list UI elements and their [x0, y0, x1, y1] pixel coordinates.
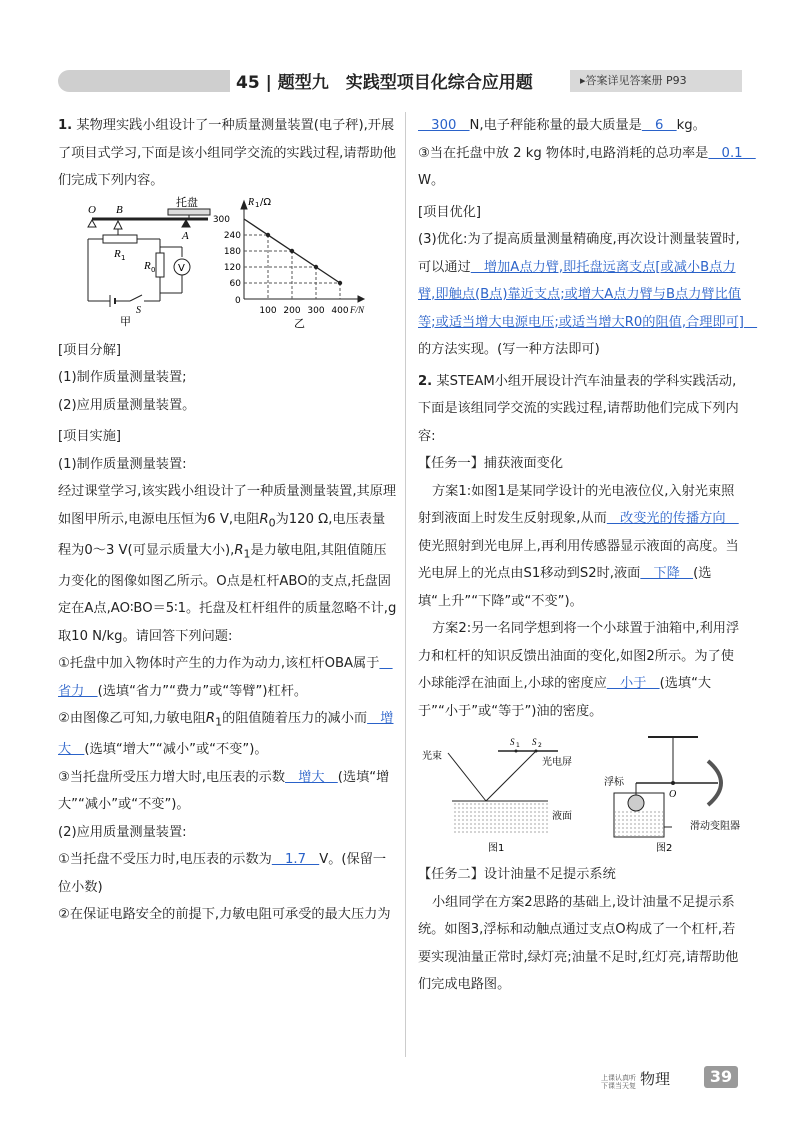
- section-decomposition: [项目分解]: [58, 342, 122, 358]
- graph-point-300: [314, 264, 318, 268]
- graph-xtick-300: 300: [307, 305, 325, 316]
- fig1-caption: 图1: [488, 843, 505, 854]
- answer-reflection: 改变光的传播方向: [606, 511, 739, 526]
- graph-ylabel: R: [248, 196, 255, 208]
- footer-slogan: 上课认真听 下课当天复: [601, 1074, 636, 1090]
- graph-point-200: [290, 248, 294, 252]
- graph-xtick-100: 100: [259, 305, 277, 316]
- fig-jia-label-a: A: [182, 229, 189, 242]
- fig-yi-caption: 乙: [294, 316, 305, 330]
- fig2-rheostat-label: 滑动变阻器: [690, 821, 740, 832]
- answer-density: 小于: [606, 676, 660, 691]
- q2-intro: [418, 368, 744, 451]
- fig1-s1-sub: 1: [516, 742, 520, 749]
- graph-ytick-240: 240: [223, 230, 241, 241]
- use-3: ③当在托盘中放 2 kg 物体时,电路消耗的总功率是 0.1 W。: [418, 145, 756, 188]
- answer-liquid-level: 下降: [640, 566, 694, 581]
- q1-intro-text: 某物理实践小组设计了一种质量测量装置(电子秤),开展了项目式学习,下面是该小组同学交流的实践过程,请帮助他们完成下列内容。: [58, 118, 397, 188]
- q2-figure-svg: [418, 731, 744, 857]
- fig1-screen-label: 光电屏: [542, 757, 572, 768]
- answer-resistance-trend: 增大: [58, 711, 394, 758]
- page-title: 45 | 题型九 实践型项目化综合应用题: [236, 73, 533, 93]
- fig-jia-label-s: S: [136, 304, 141, 316]
- graph-ytick-60: 60: [229, 278, 241, 289]
- answer-optimization: 增加A点力臂,即托盘远离支点[或减小B点力臂,即触点(B点)靠近支点;或增大A点力臂与B点力臂比值等;或适当增大电源电压;或适当增大R0的阻值,合理即可]: [418, 259, 758, 330]
- footer-subject: 物理: [640, 1070, 671, 1088]
- answer-power: 0.1: [708, 145, 756, 161]
- task2-heading: 【任务二】设计油量不足提示系统: [418, 867, 616, 882]
- fig1-beam-label: 光束: [422, 751, 442, 762]
- figure-yi: [241, 201, 364, 302]
- impl-item-2: (2)应用质量测量装置:: [58, 824, 187, 840]
- fig-jia-label-tray: 托盘: [176, 195, 198, 209]
- section-implementation: [项目实施]: [58, 429, 122, 444]
- answer-lever-type: 省力: [58, 656, 393, 699]
- fig1-s2-label: S: [532, 737, 537, 747]
- fig-jia-label-r1-sub: 1: [121, 253, 126, 262]
- fig-jia-label-r0-sub: 0: [151, 265, 156, 274]
- task1-heading: 【任务一】捕获液面变化: [418, 456, 564, 471]
- fig1-s2-sub: 2: [538, 742, 542, 749]
- q2-intro-text: 某STEAM小组开展设计汽车油量表的学科实践活动,下面是该组同学交流的实践过程,请帮助他们完成下列内容:: [418, 373, 739, 444]
- answer-reference: ▸答案详见答案册 P93: [570, 70, 742, 92]
- graph-origin: 0: [235, 295, 241, 306]
- right-column: [418, 112, 758, 999]
- opt-text: (3)优化:为了提高质量测量精确度,再次设计测量装置时,可以通过 增加A点力臂,即托盘远离支点[或减小B点力臂,即触点(B点)靠近支点;或增大A点力臂与B点力臂比值等;或适当增大电源电压;或适当增大R0的阻值,合理即可] 的方法实现。(写一种方法即可): [418, 232, 758, 357]
- page-number: 39: [704, 1066, 738, 1088]
- answer-voltage: 1.7: [271, 852, 320, 868]
- left-column: [58, 112, 398, 929]
- figure-jia: [88, 209, 210, 307]
- q2-figures: [418, 731, 744, 857]
- fig-jia-label-r0: R: [144, 259, 151, 272]
- graph-xtick-400: 400: [331, 305, 349, 316]
- column-divider: [405, 112, 406, 1057]
- impl-item-1: (1)制作质量测量装置:: [58, 456, 187, 472]
- fig2-caption: 图2: [656, 843, 673, 854]
- q1-figures: [58, 195, 398, 333]
- fig-jia-label-r1: R: [114, 247, 121, 260]
- fig2-float-label: 浮标: [604, 777, 624, 788]
- q2-number: 2.: [418, 373, 433, 389]
- use-1: ①当托盘不受压力时,电压表的示数为 1.7 V。(保留一位小数): [58, 852, 387, 895]
- graph-ytick-300: 300: [212, 214, 230, 225]
- fig1-liquid-label: 液面: [552, 811, 572, 822]
- point-s1: [515, 750, 518, 753]
- q1-figure-svg: [58, 195, 398, 333]
- graph-ytick-120: 120: [223, 262, 241, 273]
- q1-intro: [58, 112, 398, 195]
- fig-jia-caption: 甲: [120, 314, 131, 328]
- use-2-start: ②在保证电路安全的前提下,力敏电阻可承受的最大压力为: [58, 907, 391, 923]
- graph-xlabel: F/N: [350, 304, 365, 315]
- point-s2: [535, 750, 538, 753]
- graph-point-400: [338, 280, 342, 284]
- plan2-text: 方案2:另一名同学想到将一个小球置于油箱中,利用浮力和杠杆的知识反馈出油面的变化,如图2所示。为了使小球能浮在油面上,小球的密度应 小于 (选填“大于”“小于”或“等于”)油的密度。: [418, 621, 740, 719]
- use-2-end: 300 N,电子秤能称量的最大质量是 6 kg。: [418, 118, 706, 133]
- header-bar: [58, 70, 230, 92]
- fig2-pivot: [671, 781, 675, 785]
- plan1-text: 方案1:如图1是某同学设计的光电液位仪,入射光束照射到液面上时发生反射现象,从而 改变光的传播方向 使光照射到光电屏上,再利用传感器显示液面的高度。当光电屏上的光点由S1移动到S2时,液面 下降 (选填“上升”“下降”或“不变”)。: [418, 483, 739, 609]
- fig-jia-label-v: V: [178, 262, 185, 274]
- fig-jia-label-b: B: [116, 203, 123, 216]
- fig2-o-label: O: [669, 789, 677, 800]
- q1-number: 1.: [58, 118, 73, 133]
- fig1-s1-label: S: [510, 737, 515, 747]
- answer-max-force: 300: [418, 118, 470, 133]
- answer-voltmeter-trend: 增大: [285, 769, 338, 785]
- decomp-item-1: (1)制作质量测量装置;: [58, 370, 187, 385]
- subq-2: ②由图像乙可知,力敏电阻$R_1$的阻值随着压力的减小而 增大 (选填“增大”“减小”或“不变”)。: [58, 711, 394, 758]
- graph-point-100: [266, 232, 270, 236]
- decomp-item-2: (2)应用质量测量装置。: [58, 397, 196, 413]
- graph-xtick-200: 200: [283, 305, 301, 316]
- fig-jia-label-o: O: [88, 203, 96, 216]
- impl-description: 经过课堂学习,该实践小组设计了一种质量测量装置,其原理如图甲所示,电源电压恒为6 V,电阻$R_0$为120 Ω,电压表量程为0～3 V(可显示质量大小)$,R_1$是力敏电阻,其阻值随压力变化的图像如图乙所示。O点是杠杆ABO的支点,托盘固定在A点,AO∶BO＝5∶1。托盘及杠杆组件的质量忽略不计,g取10 N/kg。请回答下列问题:: [58, 484, 397, 644]
- subq-3: ③当托盘所受压力增大时,电压表的示数 增大 (选填“增大”“减小”或“不变”)。: [58, 769, 390, 813]
- graph-ytick-180: 180: [223, 246, 241, 257]
- answer-max-mass: 6: [641, 118, 677, 133]
- task2-text: 小组同学在方案2思路的基础上,设计油量不足提示系统。如图3,浮标和动触点通过支点O构成了一个杠杆,若要实现油量正常时,绿灯亮;油量不足时,红灯亮,请帮助他们完成电路图。: [418, 894, 739, 992]
- section-optimization: [项目优化]: [418, 204, 482, 220]
- subq-1: ①托盘中加入物体时产生的力作为动力,该杠杆OBA属于 省力 (选填“省力”“费力”或“等臂”)杠杆。: [58, 656, 393, 699]
- graph-ylabel-unit: /Ω: [260, 196, 272, 208]
- graph-ylabel-sub: 1: [255, 200, 260, 209]
